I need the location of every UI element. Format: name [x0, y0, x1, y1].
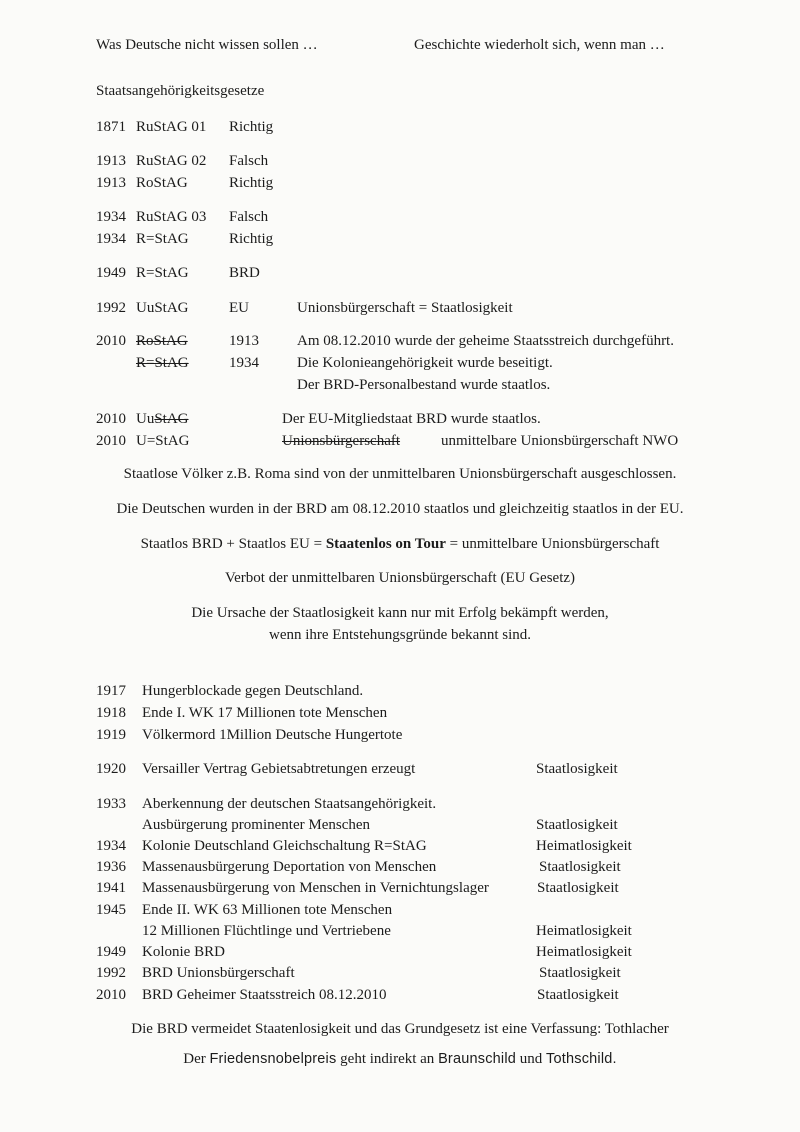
law-name: UuStAG: [136, 300, 189, 316]
timeline-year: 1941: [96, 880, 126, 896]
law-year: 1934: [96, 231, 126, 247]
timeline-status: Staatlosigkeit: [539, 965, 621, 981]
footer-line-1: Die BRD vermeidet Staatenlosigkeit und das Grundgesetz ist eine Verfassung: Tothlacher: [131, 1021, 669, 1037]
law-name-mixed: [136, 412, 189, 427]
timeline-year: 1992: [96, 965, 126, 981]
timeline-status: Heimatlosigkeit: [536, 923, 632, 939]
law-status: Richtig: [229, 175, 274, 191]
law-year-ref: 1934: [229, 355, 259, 371]
timeline-year: 1934: [96, 838, 126, 854]
statement-3-part: Staatlos BRD + Staatlos EU =: [140, 536, 326, 552]
timeline-status: Staatlosigkeit: [537, 987, 619, 1003]
section-title: Staatsangehörigkeitsgesetze: [96, 83, 265, 99]
timeline-year: 1936: [96, 859, 126, 875]
timeline-event: Kolonie BRD: [142, 944, 225, 960]
timeline-event: BRD Unionsbürgerschaft: [142, 965, 295, 981]
timeline-event: Versailler Vertrag Gebietsabtretungen erzeugt: [142, 761, 416, 777]
law-year: 1934: [96, 209, 126, 225]
footer-text: geht indirekt an: [336, 1051, 439, 1067]
timeline-year: 1920: [96, 761, 126, 777]
statement-4: Verbot der unmittelbaren Unionsbürgerschaft (EU Gesetz): [224, 570, 576, 586]
struck-note: Unionsbürgerschaft: [282, 433, 401, 449]
header-left: Was Deutsche nicht wissen sollen …: [96, 37, 318, 53]
law-year: 1871: [96, 119, 126, 135]
block-year: 2010: [96, 411, 126, 427]
footer-highlight: Friedensnobelpreis: [209, 1051, 337, 1067]
timeline-event: Kolonie Deutschland Gleichschaltung R=StAG: [142, 838, 427, 854]
block-note: unmittelbare Unionsbürgerschaft NWO: [441, 433, 679, 449]
law-status: Falsch: [229, 153, 269, 169]
statement-3: [0, 537, 800, 552]
statement-5-line1: Die Ursache der Staatlosigkeit kann nur mit Erfolg bekämpft werden,: [191, 605, 609, 621]
timeline-event: Ende II. WK 63 Millionen tote Menschen: [142, 902, 393, 918]
timeline-status: Staatlosigkeit: [536, 817, 618, 833]
block-year: 2010: [96, 333, 126, 349]
timeline-event: Aberkennung der deutschen Staatsangehörigkeit.: [142, 796, 437, 812]
statement-3-bold: Staatenlos on Tour: [325, 536, 446, 552]
timeline-event: Massenausbürgerung von Menschen in Vernichtungslager: [142, 880, 489, 896]
law-status: BRD: [229, 265, 260, 281]
law-status: Richtig: [229, 119, 274, 135]
law-name: R=StAG: [136, 265, 189, 281]
law-name: RuStAG 02: [136, 153, 207, 169]
timeline-event: BRD Geheimer Staatsstreich 08.12.2010: [142, 987, 387, 1003]
timeline-status: Heimatlosigkeit: [536, 944, 632, 960]
timeline-event: Massenausbürgerung Deportation von Menschen: [142, 859, 437, 875]
footer-line-2: [0, 1052, 800, 1067]
footer-highlight: Braunschild: [438, 1051, 517, 1067]
timeline-year: 1918: [96, 705, 126, 721]
timeline-year: 1919: [96, 727, 126, 743]
timeline-event: Völkermord 1Million Deutsche Hungertote: [142, 727, 403, 743]
statement-3-part: = unmittelbare Unionsbürgerschaft: [445, 536, 660, 552]
law-struck: StAG: [154, 411, 189, 427]
law-year: 1992: [96, 300, 126, 316]
block-note: Am 08.12.2010 wurde der geheime Staatsstreich durchgeführt.: [297, 333, 674, 349]
law-name: RuStAG 01: [136, 119, 207, 135]
law-year: 1949: [96, 265, 126, 281]
timeline-year: 1917: [96, 683, 126, 699]
law-name: U=StAG: [136, 433, 190, 449]
header-right: Geschichte wiederholt sich, wenn man …: [414, 37, 665, 53]
block-note: Der BRD-Personalbestand wurde staatlos.: [297, 377, 551, 393]
timeline-year: 2010: [96, 987, 126, 1003]
timeline-status: Heimatlosigkeit: [536, 838, 632, 854]
block-note: Der EU-Mitgliedstaat BRD wurde staatlos.: [282, 411, 541, 427]
timeline-year: 1949: [96, 944, 126, 960]
law-year-ref: 1913: [229, 333, 259, 349]
law-status: Falsch: [229, 209, 269, 225]
footer-text: und: [516, 1051, 547, 1067]
timeline-event: Ende I. WK 17 Millionen tote Menschen: [142, 705, 388, 721]
law-name: RoStAG: [136, 175, 188, 191]
timeline-event: Ausbürgerung prominenter Menschen: [142, 817, 371, 833]
law-year: 1913: [96, 175, 126, 191]
struck-law: RoStAG: [136, 333, 188, 349]
statement-2: Die Deutschen wurden in der BRD am 08.12.2010 staatlos und gleichzeitig staatlos in der EU.: [116, 501, 684, 517]
timeline-status: Staatlosigkeit: [536, 761, 618, 777]
footer-highlight: Tothschild.: [546, 1051, 617, 1067]
block-note: Die Kolonieangehörigkeit wurde beseitigt.: [297, 355, 553, 371]
timeline-event: 12 Millionen Flüchtlinge und Vertriebene: [142, 923, 391, 939]
timeline-year: 1945: [96, 902, 126, 918]
law-status: Richtig: [229, 231, 274, 247]
law-status: EU: [229, 300, 249, 316]
law-year: 1913: [96, 153, 126, 169]
timeline-year: 1933: [96, 796, 126, 812]
timeline-status: Staatlosigkeit: [539, 859, 621, 875]
law-plain: Uu: [136, 411, 155, 427]
timeline-event: Hungerblockade gegen Deutschland.: [142, 683, 364, 699]
block-year: 2010: [96, 433, 126, 449]
statement-5-line2: wenn ihre Entstehungsgründe bekannt sind.: [268, 627, 532, 643]
statement-1: Staatlose Völker z.B. Roma sind von der unmittelbaren Unionsbürgerschaft ausgeschlossen.: [123, 466, 677, 482]
law-name: RuStAG 03: [136, 209, 207, 225]
footer-text: Der: [183, 1051, 210, 1067]
timeline-status: Staatlosigkeit: [537, 880, 619, 896]
law-note: Unionsbürgerschaft = Staatlosigkeit: [297, 300, 513, 316]
law-name: R=StAG: [136, 231, 189, 247]
struck-law: R=StAG: [136, 355, 189, 371]
